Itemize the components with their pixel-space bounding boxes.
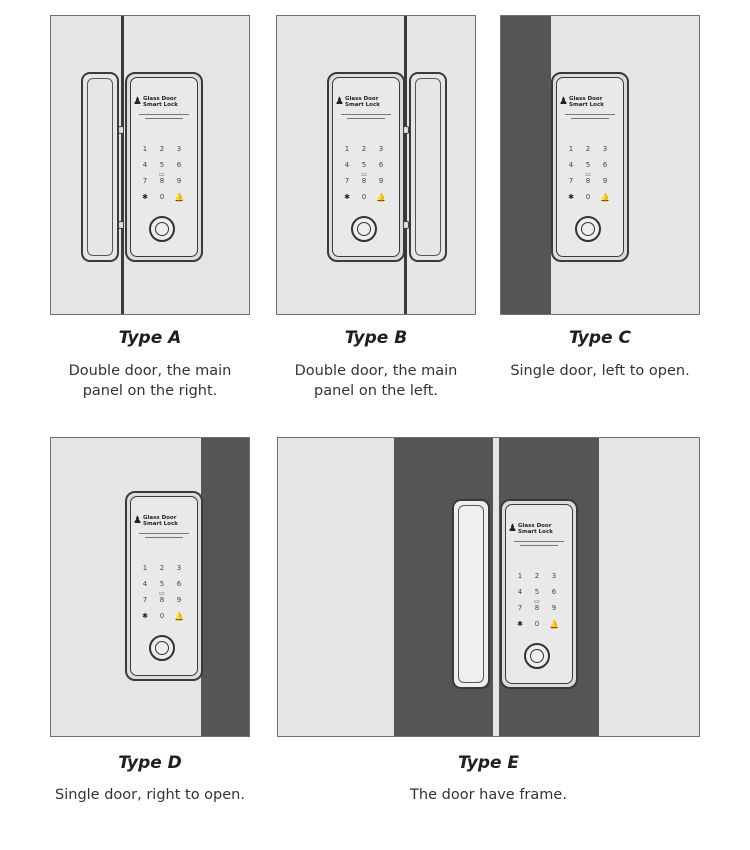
- lock-brand-line: Glass Door: [518, 523, 552, 529]
- key-0[interactable]: 0: [534, 620, 540, 628]
- key-5[interactable]: 5: [534, 588, 540, 596]
- key-9[interactable]: 9: [378, 177, 384, 185]
- key-3[interactable]: 3: [176, 564, 182, 572]
- lock-brand-line: Smart Lock: [143, 102, 178, 108]
- key-star[interactable]: ✱: [142, 612, 148, 620]
- door-frame-dark: [501, 16, 551, 315]
- slave-unit: [409, 72, 447, 262]
- main-lock: [500, 499, 578, 689]
- key-star[interactable]: ✱: [344, 193, 350, 201]
- key-2[interactable]: 2: [159, 564, 165, 572]
- key-4[interactable]: 4: [142, 161, 148, 169]
- type-e-illustration: [277, 437, 700, 737]
- person-icon: ♟: [508, 523, 517, 534]
- door-frame-dark: [201, 438, 250, 737]
- key-5[interactable]: 5: [159, 161, 165, 169]
- key-6[interactable]: 6: [551, 588, 557, 596]
- lock-brand-line: Smart Lock: [569, 102, 604, 108]
- card-reader-icon: ▭: [534, 598, 540, 605]
- bell-icon[interactable]: 🔔: [174, 612, 184, 621]
- door-gap-line: [121, 16, 124, 315]
- type-d-description: Single door, right to open.: [55, 787, 245, 803]
- lock-brand-line: Glass Door: [345, 96, 379, 102]
- divider: [145, 118, 183, 119]
- key-3[interactable]: 3: [602, 145, 608, 153]
- hinge-pin: [403, 221, 409, 229]
- key-4[interactable]: 4: [517, 588, 523, 596]
- fingerprint-sensor[interactable]: [149, 216, 175, 242]
- lock-brand-label: [569, 96, 604, 108]
- fingerprint-sensor[interactable]: [575, 216, 601, 242]
- type-e-title: Type E: [457, 753, 520, 773]
- slave-unit: [452, 499, 490, 689]
- key-0[interactable]: 0: [585, 193, 591, 201]
- divider: [139, 114, 189, 115]
- card-reader-icon: ▭: [361, 171, 367, 178]
- person-icon: ♟: [335, 96, 344, 107]
- key-star[interactable]: ✱: [142, 193, 148, 201]
- hinge-pin: [403, 126, 409, 134]
- fingerprint-sensor[interactable]: [524, 643, 550, 669]
- key-0[interactable]: 0: [159, 193, 165, 201]
- key-8[interactable]: 8: [361, 177, 367, 185]
- divider: [347, 118, 385, 119]
- bell-icon[interactable]: 🔔: [600, 193, 610, 202]
- divider: [139, 533, 189, 534]
- key-7[interactable]: 7: [142, 596, 148, 604]
- key-star[interactable]: ✱: [517, 620, 523, 628]
- main-lock: [125, 72, 203, 262]
- type-c-description: Single door, left to open.: [510, 363, 690, 379]
- bell-icon[interactable]: 🔔: [376, 193, 386, 202]
- type-d-illustration: [50, 437, 250, 737]
- bell-icon[interactable]: 🔔: [174, 193, 184, 202]
- divider: [571, 118, 609, 119]
- type-b-description: Double door, the main panel on the left.: [294, 363, 458, 399]
- lock-brand-label: [345, 96, 380, 108]
- type-c-illustration: [500, 15, 700, 315]
- divider: [514, 541, 564, 542]
- lock-brand-line: Glass Door: [143, 96, 177, 102]
- key-7[interactable]: 7: [142, 177, 148, 185]
- fingerprint-sensor[interactable]: [149, 635, 175, 661]
- main-lock: [551, 72, 629, 262]
- type-e-description: The door have frame.: [410, 787, 567, 803]
- type-c-title: Type C: [569, 328, 631, 348]
- slave-unit: [81, 72, 119, 262]
- key-1[interactable]: 1: [517, 572, 523, 580]
- type-d-title: Type D: [118, 753, 182, 773]
- card-reader-icon: ▭: [159, 590, 165, 597]
- type-a-title: Type A: [118, 328, 182, 348]
- key-0[interactable]: 0: [361, 193, 367, 201]
- hinge-pin: [118, 221, 124, 229]
- type-a-description: Double door, the main panel on the right.: [68, 363, 232, 399]
- key-9[interactable]: 9: [176, 596, 182, 604]
- type-b-title: Type B: [344, 328, 408, 348]
- divider: [341, 114, 391, 115]
- key-3[interactable]: 3: [551, 572, 557, 580]
- card-reader-icon: ▭: [159, 171, 165, 178]
- key-2[interactable]: 2: [159, 145, 165, 153]
- key-4[interactable]: 4: [142, 580, 148, 588]
- key-7[interactable]: 7: [517, 604, 523, 612]
- main-lock: [327, 72, 405, 262]
- hinge-pin: [118, 126, 124, 134]
- key-4[interactable]: 4: [344, 161, 350, 169]
- lock-brand-line: Glass Door: [143, 515, 177, 521]
- lock-brand-label: [143, 96, 178, 108]
- key-6[interactable]: 6: [602, 161, 608, 169]
- key-9[interactable]: 9: [602, 177, 608, 185]
- bell-icon[interactable]: 🔔: [549, 620, 559, 629]
- lock-brand-label: [518, 523, 553, 535]
- key-7[interactable]: 7: [568, 177, 574, 185]
- key-star[interactable]: ✱: [568, 193, 574, 201]
- type-b-illustration: [276, 15, 476, 315]
- fingerprint-sensor[interactable]: [351, 216, 377, 242]
- divider: [520, 545, 558, 546]
- type-a-illustration: [50, 15, 250, 315]
- main-lock: [125, 491, 203, 681]
- key-4[interactable]: 4: [568, 161, 574, 169]
- key-6[interactable]: 6: [176, 580, 182, 588]
- key-9[interactable]: 9: [176, 177, 182, 185]
- key-3[interactable]: 3: [378, 145, 384, 153]
- divider: [145, 537, 183, 538]
- person-icon: ♟: [559, 96, 568, 107]
- key-5[interactable]: 5: [159, 580, 165, 588]
- key-5[interactable]: 5: [361, 161, 367, 169]
- lock-brand-line: Smart Lock: [345, 102, 380, 108]
- lock-brand-line: Smart Lock: [143, 521, 178, 527]
- key-1[interactable]: 1: [142, 145, 148, 153]
- key-7[interactable]: 7: [344, 177, 350, 185]
- key-2[interactable]: 2: [361, 145, 367, 153]
- lock-brand-label: [143, 515, 178, 527]
- person-icon: ♟: [133, 515, 142, 526]
- key-2[interactable]: 2: [534, 572, 540, 580]
- divider: [565, 114, 615, 115]
- key-9[interactable]: 9: [551, 604, 557, 612]
- key-8[interactable]: 8: [159, 596, 165, 604]
- key-6[interactable]: 6: [176, 161, 182, 169]
- key-8[interactable]: 8: [159, 177, 165, 185]
- key-0[interactable]: 0: [159, 612, 165, 620]
- key-2[interactable]: 2: [585, 145, 591, 153]
- lock-brand-line: Glass Door: [569, 96, 603, 102]
- key-1[interactable]: 1: [568, 145, 574, 153]
- person-icon: ♟: [133, 96, 142, 107]
- key-8[interactable]: 8: [534, 604, 540, 612]
- key-5[interactable]: 5: [585, 161, 591, 169]
- key-1[interactable]: 1: [344, 145, 350, 153]
- key-3[interactable]: 3: [176, 145, 182, 153]
- key-8[interactable]: 8: [585, 177, 591, 185]
- key-1[interactable]: 1: [142, 564, 148, 572]
- key-6[interactable]: 6: [378, 161, 384, 169]
- card-reader-icon: ▭: [585, 171, 591, 178]
- lock-brand-line: Smart Lock: [518, 529, 553, 535]
